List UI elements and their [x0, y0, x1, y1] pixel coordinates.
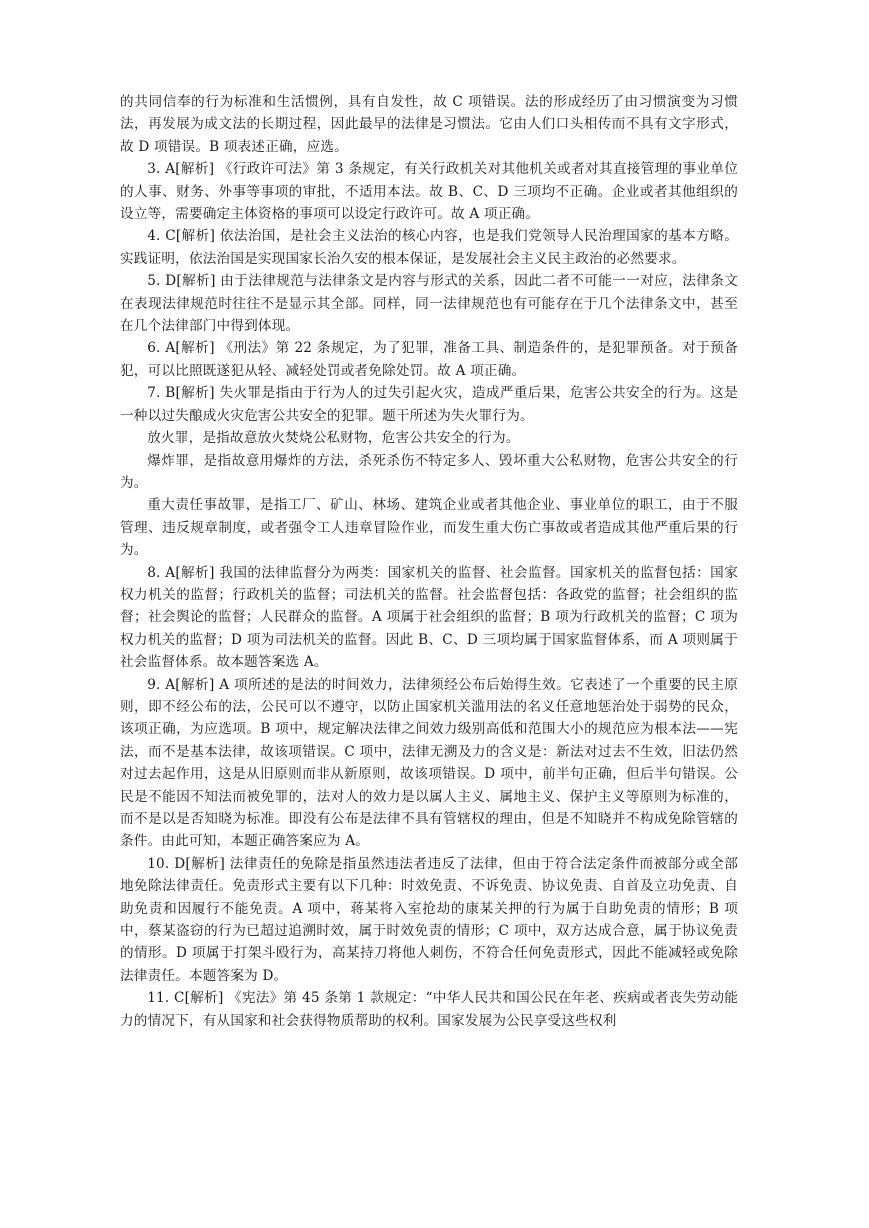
answer-10: 10. D[解析] 法律责任的免除是指虽然违法者违反了法律，但由于符合法定条件而被部分或全部地免除法律责任。免责形式主要有以下几种：时效免责、不诉免责、协议免责、自首及立功免责、自助免责和因履行不能免责。A 项中，蒋某将入室抢劫的康某关押的行为属于自助免责的情形；B 项中，蔡某盗窃的行为已超过追溯时效，属于时效免责的情形；C 项中，双方达成合意，属于协议免责的情形。D 项属于打架斗殴行为，高某持刀将他人刺伤，不符合任何免责形式，因此不能减轻或免除法律责任。本题答案为 D。	[120, 855, 738, 984]
answer-7-explosion: 爆炸罪，是指故意用爆炸的方法，杀死杀伤不特定多人、毁坏重大公私财物，危害公共安全的行为。	[120, 452, 738, 491]
answer-5: 5. D[解析] 由于法律规范与法律条文是内容与形式的关系，因此二者不可能一一对应，法律条文在表现法律规范时往往不是显示其全部。同样，同一法律规范也有可能存在于几个法律条文中，甚至在几个法律部门中得到体现。	[120, 273, 738, 335]
answer-7-arson: 放火罪，是指故意放火焚烧公私财物，危害公共安全的行为。	[147, 430, 520, 447]
document-page	[120, 91, 738, 1032]
answer-7: 7. B[解析] 失火罪是指由于行为人的过失引起火灾，造成严重后果，危害公共安全的行为。这是一种以过失酿成火灾危害公共安全的犯罪。题干所述为失火罪行为。	[120, 385, 738, 424]
answer-3: 3. A[解析] 《行政许可法》第 3 条规定，有关行政机关对其他机关或者对其直接管理的事业单位的人事、财务、外事等事项的审批，不适用本法。故 B、C、D 三项均不正确。企业或者其他组织的设立等，需要确定主体资格的事项可以设定行政许可。故 A 项正确。	[120, 161, 738, 223]
answer-9: 9. A[解析] A 项所述的是法的时间效力，法律须经公布后始得生效。它表述了一个重要的民主原则，即不经公布的法，公民可以不遵守，以防止国家机关滥用法的名义任意地惩治处于弱势的民众，该项正确，为应选项。B 项中，规定解决法律之间效力级别高低和范围大小的规范应为根本法——宪法，而不是基本法律，故该项错误。C 项中，法律无溯及力的含义是：新法对过去不生效，旧法仍然对过去起作用，这是从旧原则而非从新原则，故该项错误。D 项中，前半句正确，但后半句错误。公民是不能因不知法而被免罪的，法对人的效力是以属人主义、属地主义、保护主义等原则为标准的，而不是以是否知晓为标准。即没有公布是法律不具有管辖权的理由，但是不知晓并不构成免除管辖的条件。由此可知，本题正确答案应为 A。	[120, 676, 738, 850]
answer-7-liability-accident: 重大责任事故罪，是指工厂、矿山、林场、建筑企业或者其他企业、事业单位的职工，由于不服管理、违反规章制度，或者强令工人违章冒险作业，而发生重大伤亡事故或者造成其他严重后果的行为。	[120, 497, 738, 559]
paragraph-continuation: 的共同信奉的行为标准和生活惯例，具有自发性，故 C 项错误。法的形成经历了由习惯演变为习惯法，再发展为成文法的长期过程，因此最早的法律是习惯法。它由人们口头相传而不具有文字形式，故 D 项错误。B 项表述正确，应选。	[120, 94, 738, 155]
answer-8: 8. A[解析] 我国的法律监督分为两类：国家机关的监督、社会监督。国家机关的监督包括：国家权力机关的监督；行政机关的监督；司法机关的监督。社会监督包括：各政党的监督；社会组织的监督；社会舆论的监督；人民群众的监督。A 项属于社会组织的监督；B 项为行政机关的监督；C 项为权力机关的监督；D 项为司法机关的监督。因此 B、C、D 三项均属于国家监督体系，而 A 项则属于社会监督体系。故本题答案选 A。	[120, 564, 738, 671]
answer-6: 6. A[解析] 《刑法》第 22 条规定，为了犯罪，准备工具、制造条件的，是犯罪预备。对于预备犯，可以比照既遂犯从轻、减轻处罚或者免除处罚。故 A 项正确。	[120, 340, 738, 379]
answer-4: 4. C[解析] 依法治国，是社会主义法治的核心内容，也是我们党领导人民治理国家的基本方略。实践证明，依法治国是实现国家长治久安的根本保证，是发展社会主义民主政治的必然要求。	[120, 228, 738, 267]
answer-11: 11. C[解析] 《宪法》第 45 条第 1 款规定：“中华人民共和国公民在年老、疾病或者丧失劳动能力的情况下，有从国家和社会获得物质帮助的权利。国家发展为公民享受这些权利	[120, 990, 738, 1029]
